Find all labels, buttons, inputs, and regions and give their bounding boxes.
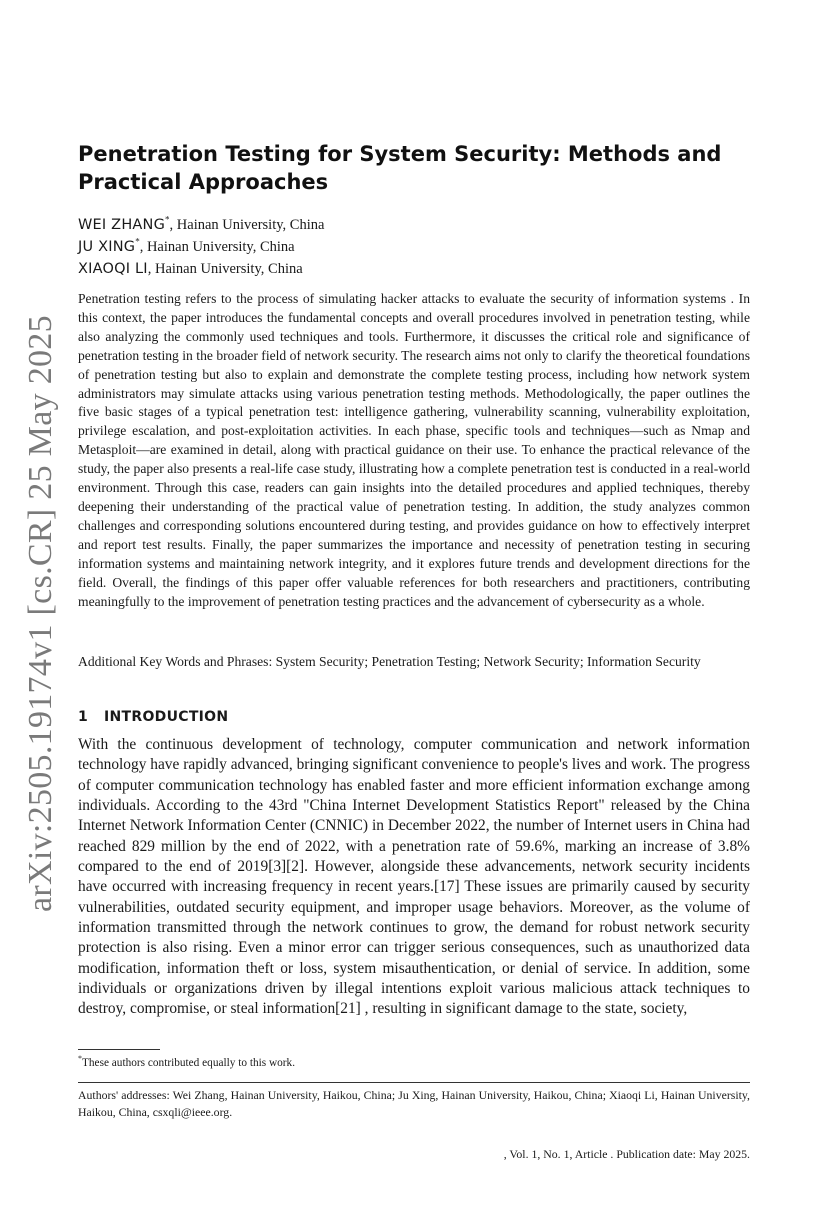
author-name: WEI ZHANG [78,217,166,233]
author-list [78,214,748,280]
section-title: INTRODUCTION [104,709,229,725]
equal-contribution-mark: * [165,214,170,225]
author-affiliation: , Hainan University, China [139,239,295,255]
section-heading [78,709,228,725]
page-footer: , Vol. 1, No. 1, Article . Publication date: May 2025. [503,1147,750,1161]
introduction-paragraph: With the continuous development of technology, computer communication and network information technology have rapidly advanced, bringing significant convenience to people's lives and work. The progress of computer communication technology has enabled faster and more efficient information exchange among individuals. According to the 43rd "China Internet Development Statistics Report" released by the China Internet Network Information Center (CNNIC) in December 2022, the number of Internet users in China had reached 829 million by the end of 2022, with a penetration rate of 59.6%, marking an increase of 3.8% compared to the end of 2019[3][2]. However, alongside these advancements, network security incidents have occurred with increasing frequency in recent years.[17] These issues are primarily caused by security vulnerabilities, outdated security equipment, and improper usage behaviors. Moreover, as the volume of information transmitted through the network continues to grow, the demand for robust network security protection is also rising. Even a minor error can trigger serious consequences, such as unauthorized data modification, information theft or loss, system misauthentication, or denial of service. In addition, some individuals or organizations driven by illegal intentions exploit various malicious attack techniques to destroy, compromise, or steal information[21] , resulting in significant damage to the state, society, [78,736,750,1018]
author-affiliation: , Hainan University, China [169,217,325,233]
footnote-rule [78,1049,160,1050]
section-number: 1 [78,709,89,725]
arxiv-identifier-stamp: arXiv:2505.19174v1 [cs.CR] 25 May 2025 [22,315,59,912]
author-addresses: Authors' addresses: Wei Zhang, Hainan University, Haikou, China; Ju Xing, Hainan University, Haikou, China; Xiaoqi Li, Hainan University, Haikou, China, csxqli@ieee.org. [78,1088,750,1119]
author-affiliation: , Hainan University, China [147,261,303,277]
keywords: Additional Key Words and Phrases: System Security; Penetration Testing; Network Security; Information Security [78,654,701,669]
author-entry [78,258,748,280]
abstract: Penetration testing refers to the process of simulating hacker attacks to evaluate the security of information systems . In this context, the paper introduces the fundamental concepts and overall procedures involved in penetration testing, while also analyzing the commonly used techniques and tools. Furthermore, it discusses the critical role and significance of penetration testing in the broader field of network security. The research aims not only to clarify the theoretical foundations of penetration testing but also to explain and demonstrate the complete testing process, including how network system administrators may simulate attacks using various penetration testing methods. Methodologically, the paper outlines the five basic stages of a typical penetration test: intelligence gathering, vulnerability scanning, vulnerability exploitation, privilege escalation, and post-exploitation activities. In each phase, specific tools and techniques—such as Nmap and Metasploit—are examined in detail, along with practical guidance on their use. To enhance the practical relevance of the study, the paper also presents a real-life case study, illustrating how a complete penetration test is conducted in a real-world environment. Through this case, readers can gain insights into the detailed procedures and applied techniques, thereby deepening their understanding of the practical value of penetration testing. In addition, the study analyzes common challenges and corresponding solutions encountered during testing, and provides guidance on how to effectively interpret and report test results. Finally, the paper summarizes the importance and necessity of penetration testing in securing information systems and maintaining network integrity, and it explores future trends and development directions for the field. Overall, the findings of this paper offer valuable references for both researchers and practitioners, contributing meaningfully to the improvement of penetration testing practices and the advancement of cybersecurity as a whole. [78,291,750,609]
footnote [78,1056,295,1070]
author-name: JU XING [78,239,136,255]
author-entry [78,214,748,236]
equal-contribution-mark: * [135,236,140,247]
footnote-mark: * [78,1054,82,1064]
addresses-rule [78,1082,750,1083]
footnote-text: These authors contributed equally to this work. [82,1057,296,1069]
paper-title: Penetration Testing for System Security: Methods and Practical Approaches [78,142,722,194]
author-name: XIAOQI LI [78,261,148,277]
author-entry [78,236,748,258]
